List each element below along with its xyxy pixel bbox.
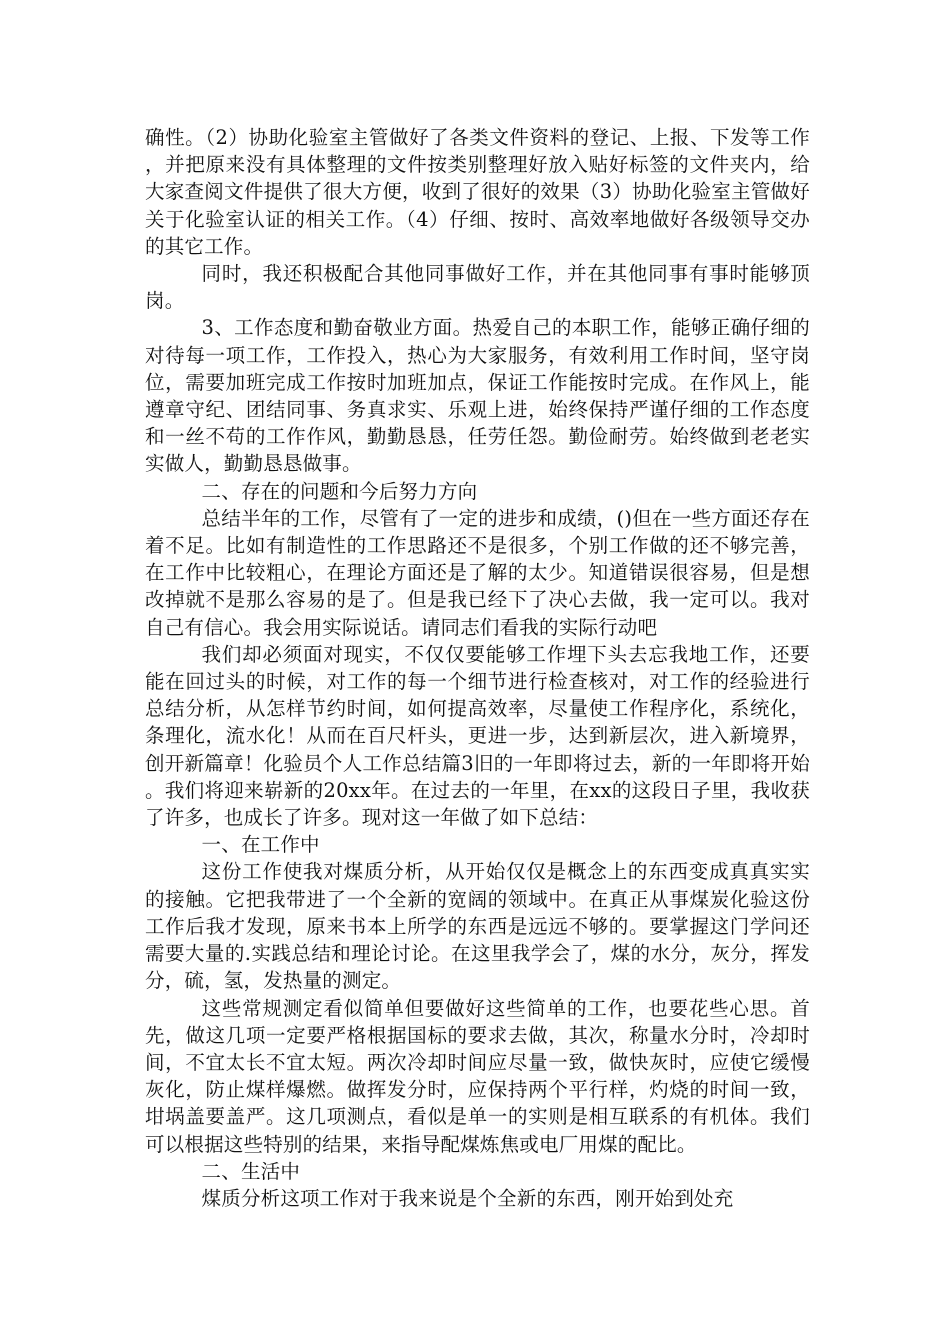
paragraph-11: 煤质分析这项工作对于我来说是个全新的东西，刚开始到处充 [201,1186,734,1210]
paragraph-3: 3、工作态度和勤奋敬业方面。热爱自己的本职工作，能够正确仔细的对待每一项工作，工作投入，热心为大家服务，有效利用工作时间，坚守岗位，需要加班完成工作按时加班加点，保证工作能按时完成。在作风上，能遵章守纪、团结同事、务真求实、乐观上进，始终保持严谨仔细的工作态度和一丝不苟的工作作风，勤勤恳恳，任劳任怨。勤俭耐劳。始终做到老老实实做人，勤勤恳恳做事。 [145,316,810,476]
paragraph-9: 这些常规测定看似简单但要做好这些简单的工作，也要花些心思。首先，做这几项一定要严格根据国标的要求去做，其次，称量水分时，冷却时间，不宜太长不宜太短。两次冷却时间应尽量一致，做快灰时，应使它缓慢灰化，防止煤样爆燃。做挥发分时，应保持两个平行样，灼烧的时间一致，坩埚盖要盖严。这几项测点，看似是单一的实则是相互联系的有机体。我们可以根据这些特别的结果，来指导配煤炼焦或电厂用煤的配比。 [145,996,810,1156]
paragraph-8: 这份工作使我对煤质分析，从开始仅仅是概念上的东西变成真真实实的接触。它把我带进了一个全新的宽阔的领域中。在真正从事煤炭化验这份工作后我才发现，原来书本上所学的东西是远远不够的。要掌握这门学问还需要大量的.实践总结和理论讨论。在这里我学会了，煤的水分，灰分，挥发分，硫，氢，发热量的测定。 [145,860,810,993]
paragraph-1: 确性。（2）协助化验室主管做好了各类文件资料的登记、上报、下发等工作，并把原来没有具体整理的文件按类别整理好放入贴好标签的文件夹内，给大家查阅文件提供了很大方便，收到了很好的效果（3）协助化验室主管做好关于化验室认证的相关工作。（4）仔细、按时、高效率地做好各级领导交办的其它工作。 [145,126,810,258]
paragraph-5: 总结半年的工作，尽管有了一定的进步和成绩，()但在一些方面还存在着不足。比如有制造性的工作思路还不是很多，个别工作做的还不够完善，在工作中比较粗心，在理论方面还是了解的太少。知道错误很容易，但是想改掉就不是那么容易的是了。但是我已经下了决心去做，我一定可以。我对自己有信心。我会用实际说话。请同志们看我的实际行动吧 [145,506,810,639]
paragraph-6: 我们却必须面对现实，不仅仅要能够工作埋下头去忘我地工作，还要能在回过头的时候，对工作的每一个细节进行检查核对，对工作的经验进行总结分析，从怎样节约时间，如何提高效率，尽量使工作程序化，系统化，条理化，流水化！从而在百尺杆头，更进一步，达到新层次，进入新境界，创开新篇章！化验员个人工作总结篇3旧的一年即将过去，新的一年即将开始。我们将迎来崭新的20xx年。在过去的一年里，在xx的这段日子里，我收获了许多，也成长了许多。现对这一年做了如下总结： [145,642,810,830]
section-heading-work: 一、在工作中 [201,833,320,857]
document-page [145,124,810,1212]
section-heading-problems: 二、存在的问题和今后努力方向 [201,479,478,503]
paragraph-2: 同时，我还积极配合其他同事做好工作，并在其他同事有事时能够顶岗。 [145,262,810,313]
section-heading-life: 二、生活中 [201,1159,301,1183]
